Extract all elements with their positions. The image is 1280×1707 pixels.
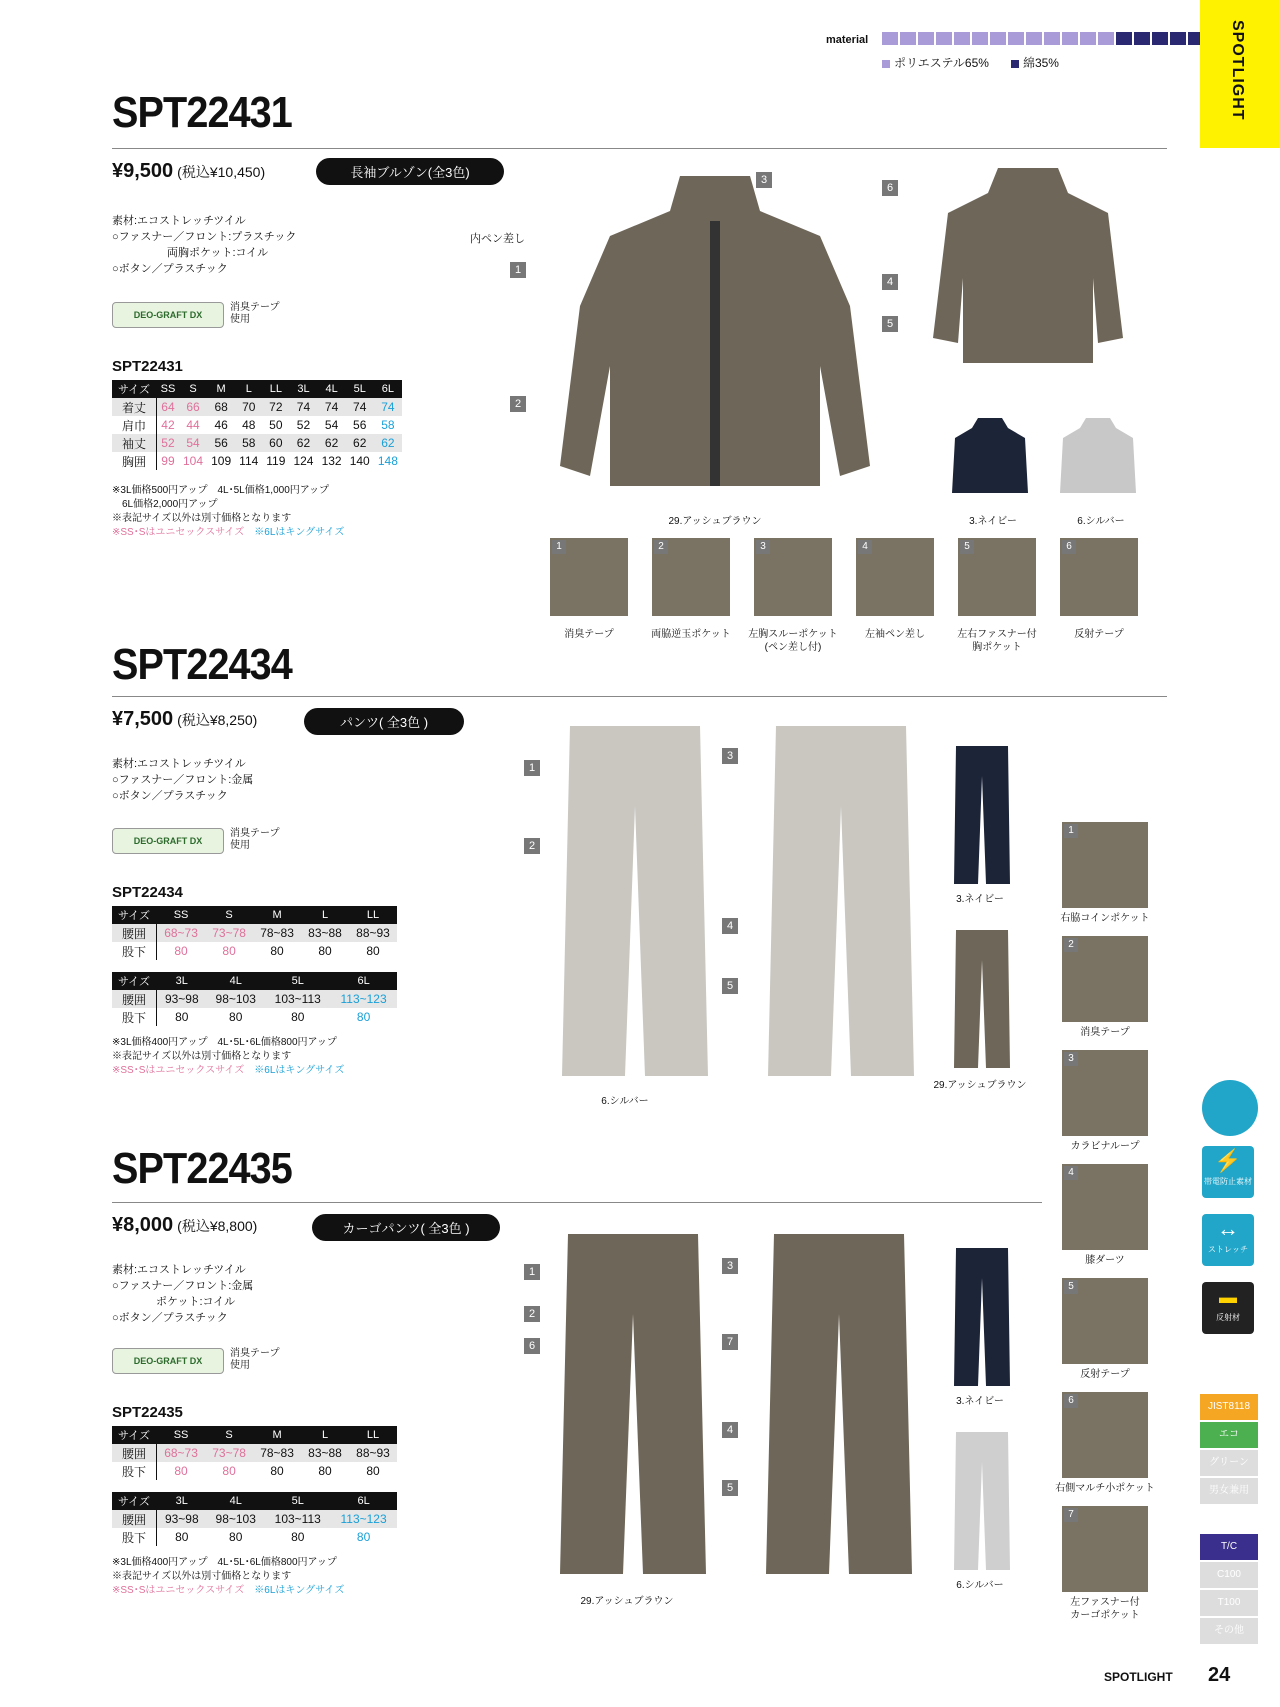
tab-unisex[interactable]: 男女兼用 (1200, 1478, 1258, 1504)
detail-caption: 両脇逆玉ポケット (651, 629, 731, 640)
detail-caption: 右脇コインポケット (1060, 913, 1150, 924)
variant-caption: 3.ネイビー (956, 894, 1004, 905)
tab-tc[interactable]: T/C (1200, 1534, 1258, 1560)
callout-3: 3 (722, 748, 738, 764)
detail-image: 3 (1062, 1050, 1148, 1136)
table-label: SPT22435 (112, 1404, 183, 1421)
detail-image: 4 (1062, 1164, 1148, 1250)
tab-other[interactable]: その他 (1200, 1618, 1258, 1644)
callout-3: 3 (722, 1258, 738, 1274)
callout-5: 5 (882, 316, 898, 332)
detail-image: 4 (856, 538, 934, 616)
divider (112, 1202, 1042, 1203)
tab-t100[interactable]: T100 (1200, 1590, 1258, 1616)
tab-eco[interactable]: エコ (1200, 1422, 1258, 1448)
cargo-navy-image (952, 1248, 1012, 1388)
callout-7: 7 (722, 1334, 738, 1350)
size-table-2: サイズ 3L 4L 5L 6L 腰囲 93~98 98~103 103~113 113~123 股下 80 80 80 80 (112, 1492, 397, 1546)
table-label: SPT22434 (112, 884, 183, 901)
tab-c100[interactable]: C100 (1200, 1562, 1258, 1588)
divider (112, 148, 1167, 149)
cotton-label: 綿35% (1022, 56, 1059, 70)
main-caption: 29.アッシュブラウン (668, 516, 762, 527)
callout-2: 2 (510, 396, 526, 412)
inner-pen-label: 内ペン差し (470, 233, 525, 245)
tab-jis[interactable]: JIST8118 (1200, 1394, 1258, 1420)
size-table: サイズ SS S M L LL 3L 4L 5L 6L 着丈 64 66 68 70 72 74 74 74 74 肩巾 42 44 46 48 50 52 54 56 58 袖丈 52 54 56 58 60 62 62 62 62 胸囲 99 104 109 114 119 124 132 140 148 (112, 380, 402, 470)
callout-6: 6 (882, 180, 898, 196)
pants-navy-image (952, 746, 1012, 886)
variant-caption: 3.ネイビー (956, 1396, 1004, 1407)
price: ¥7,500 (税込¥8,250) (112, 708, 258, 730)
category-pill: カーゴパンツ( 全3色 ) (312, 1214, 500, 1241)
callout-4: 4 (722, 1422, 738, 1438)
callout-6: 6 (524, 1338, 540, 1354)
detail-caption: 反射テープ (1074, 629, 1124, 640)
detail-caption: 左袖ペン差し (865, 629, 925, 640)
pants-front-image (560, 726, 710, 1086)
detail-caption: 消臭テープ (1080, 1027, 1130, 1038)
material-bar (882, 32, 1240, 45)
footer-brand: SPOTLIGHT (1104, 1670, 1173, 1684)
callout-4: 4 (882, 274, 898, 290)
jacket-silver-image (1058, 418, 1138, 498)
poly-label: ポリエステル65% (894, 56, 989, 70)
spec-list: 素材:エコストレッチツイル ○ファスナー／フロント:プラスチック 両胸ポケット:コイル ○ボタン／プラスチック (112, 215, 297, 275)
model-title: SPT22431 (112, 88, 292, 137)
callout-5: 5 (722, 1480, 738, 1496)
price: ¥8,000 (税込¥8,800) (112, 1214, 258, 1236)
reflective-icon: ▬ 反射材 (1202, 1282, 1254, 1334)
callout-2: 2 (524, 1306, 540, 1322)
cargo-back-image (764, 1234, 914, 1584)
jacket-front-image (550, 166, 880, 506)
detail-caption: 消臭テープ (564, 629, 614, 640)
spec-list: 素材:エコストレッチツイル ○ファスナー／フロント:金属 ポケット:コイル ○ボタン／プラスチック (112, 1264, 254, 1324)
detail-image: 7 (1062, 1506, 1148, 1592)
callout-1: 1 (524, 760, 540, 776)
pants-back-image (766, 726, 916, 1086)
model-title: SPT22434 (112, 640, 292, 689)
side-tab[interactable] (1200, 0, 1280, 148)
size-notes: ※3L価格500円アップ 4L･5L価格1,000円アップ 6L価格2,000円アップ ※表記サイズ以外は別寸価格となります ※SS･Sはユニセックスサイズ ※6Lはキングサイズ (112, 485, 345, 538)
callout-3: 3 (756, 172, 772, 188)
deo-graft-logo: DEO-GRAFT DX (112, 302, 224, 328)
size-notes: ※3L価格400円アップ 4L･5L･6L価格800円アップ ※表記サイズ以外は別寸価格となります ※SS･Sはユニセックスサイズ ※6Lはキングサイズ (112, 1037, 345, 1076)
main-caption: 29.アッシュブラウン (580, 1596, 674, 1607)
detail-caption: 膝ダーツ (1085, 1255, 1125, 1266)
variant-caption: 6.シルバー (1077, 516, 1125, 527)
eco-icon (1202, 1080, 1258, 1136)
main-caption: 6.シルバー (601, 1096, 649, 1107)
cargo-silver-image (952, 1432, 1012, 1572)
cargo-front-image (558, 1234, 708, 1584)
jacket-navy-image (950, 418, 1030, 498)
divider (112, 696, 1167, 697)
detail-caption: 左胸スルーポケット (ペン差し付) (748, 629, 838, 653)
material-label: material (826, 34, 869, 46)
callout-5: 5 (722, 978, 738, 994)
callout-4: 4 (722, 918, 738, 934)
detail-image: 1 (1062, 822, 1148, 908)
variant-caption: 3.ネイビー (969, 516, 1017, 527)
detail-caption: 左右ファスナー付 胸ポケット (957, 629, 1037, 653)
size-table-2: サイズ 3L 4L 5L 6L 腰囲 93~98 98~103 103~113 113~123 股下 80 80 80 80 (112, 972, 397, 1026)
jacket-back-image (928, 168, 1128, 368)
callout-1: 1 (524, 1264, 540, 1280)
page-number: 24 (1208, 1664, 1231, 1686)
side-tab-label: SPOTLIGHT (1229, 20, 1246, 121)
detail-caption: 反射テープ (1080, 1369, 1130, 1380)
deo-note: 消臭テープ 使用 (230, 1348, 280, 1371)
detail-image: 3 (754, 538, 832, 616)
detail-image: 1 (550, 538, 628, 616)
detail-image: 2 (652, 538, 730, 616)
spec-list: 素材:エコストレッチツイル ○ファスナー／フロント:金属 ○ボタン／プラスチック (112, 758, 254, 802)
pants-brown-image (952, 930, 1012, 1070)
detail-caption: 右側マルチ小ポケット (1055, 1483, 1155, 1494)
size-notes: ※3L価格400円アップ 4L･5L･6L価格800円アップ ※表記サイズ以外は別寸価格となります ※SS･Sはユニセックスサイズ ※6Lはキングサイズ (112, 1557, 345, 1596)
category-pill: パンツ( 全3色 ) (304, 708, 464, 735)
size-table: サイズ SS S M L LL 腰囲 68~73 73~78 78~83 83~88 88~93 股下 80 80 80 80 80 (112, 906, 397, 960)
detail-caption: カラビナループ (1070, 1141, 1140, 1152)
material-legend (882, 54, 1059, 71)
callout-2: 2 (524, 838, 540, 854)
model-title: SPT22435 (112, 1144, 292, 1193)
price: ¥9,500 (税込¥10,450) (112, 160, 266, 182)
table-label: SPT22431 (112, 358, 183, 375)
tab-green[interactable]: グリーン (1200, 1450, 1258, 1476)
antistatic-icon: ⚡ 帯電防止素材 (1202, 1146, 1254, 1198)
deo-graft-logo: DEO-GRAFT DX (112, 828, 224, 854)
detail-image: 2 (1062, 936, 1148, 1022)
category-pill: 長袖ブルゾン(全3色) (316, 158, 504, 185)
deo-note: 消臭テープ 使用 (230, 302, 280, 325)
callout-1: 1 (510, 262, 526, 278)
variant-caption: 29.アッシュブラウン (933, 1080, 1027, 1091)
detail-caption: 左ファスナー付 カーゴポケット (1070, 1597, 1140, 1621)
variant-caption: 6.シルバー (956, 1580, 1004, 1591)
stretch-icon: ↔ ストレッチ (1202, 1214, 1254, 1266)
detail-image: 5 (1062, 1278, 1148, 1364)
deo-note: 消臭テープ 使用 (230, 828, 280, 851)
size-table: サイズ SS S M L LL 腰囲 68~73 73~78 78~83 83~88 88~93 股下 80 80 80 80 80 (112, 1426, 397, 1480)
detail-image: 5 (958, 538, 1036, 616)
deo-graft-logo: DEO-GRAFT DX (112, 1348, 224, 1374)
detail-image: 6 (1060, 538, 1138, 616)
detail-image: 6 (1062, 1392, 1148, 1478)
